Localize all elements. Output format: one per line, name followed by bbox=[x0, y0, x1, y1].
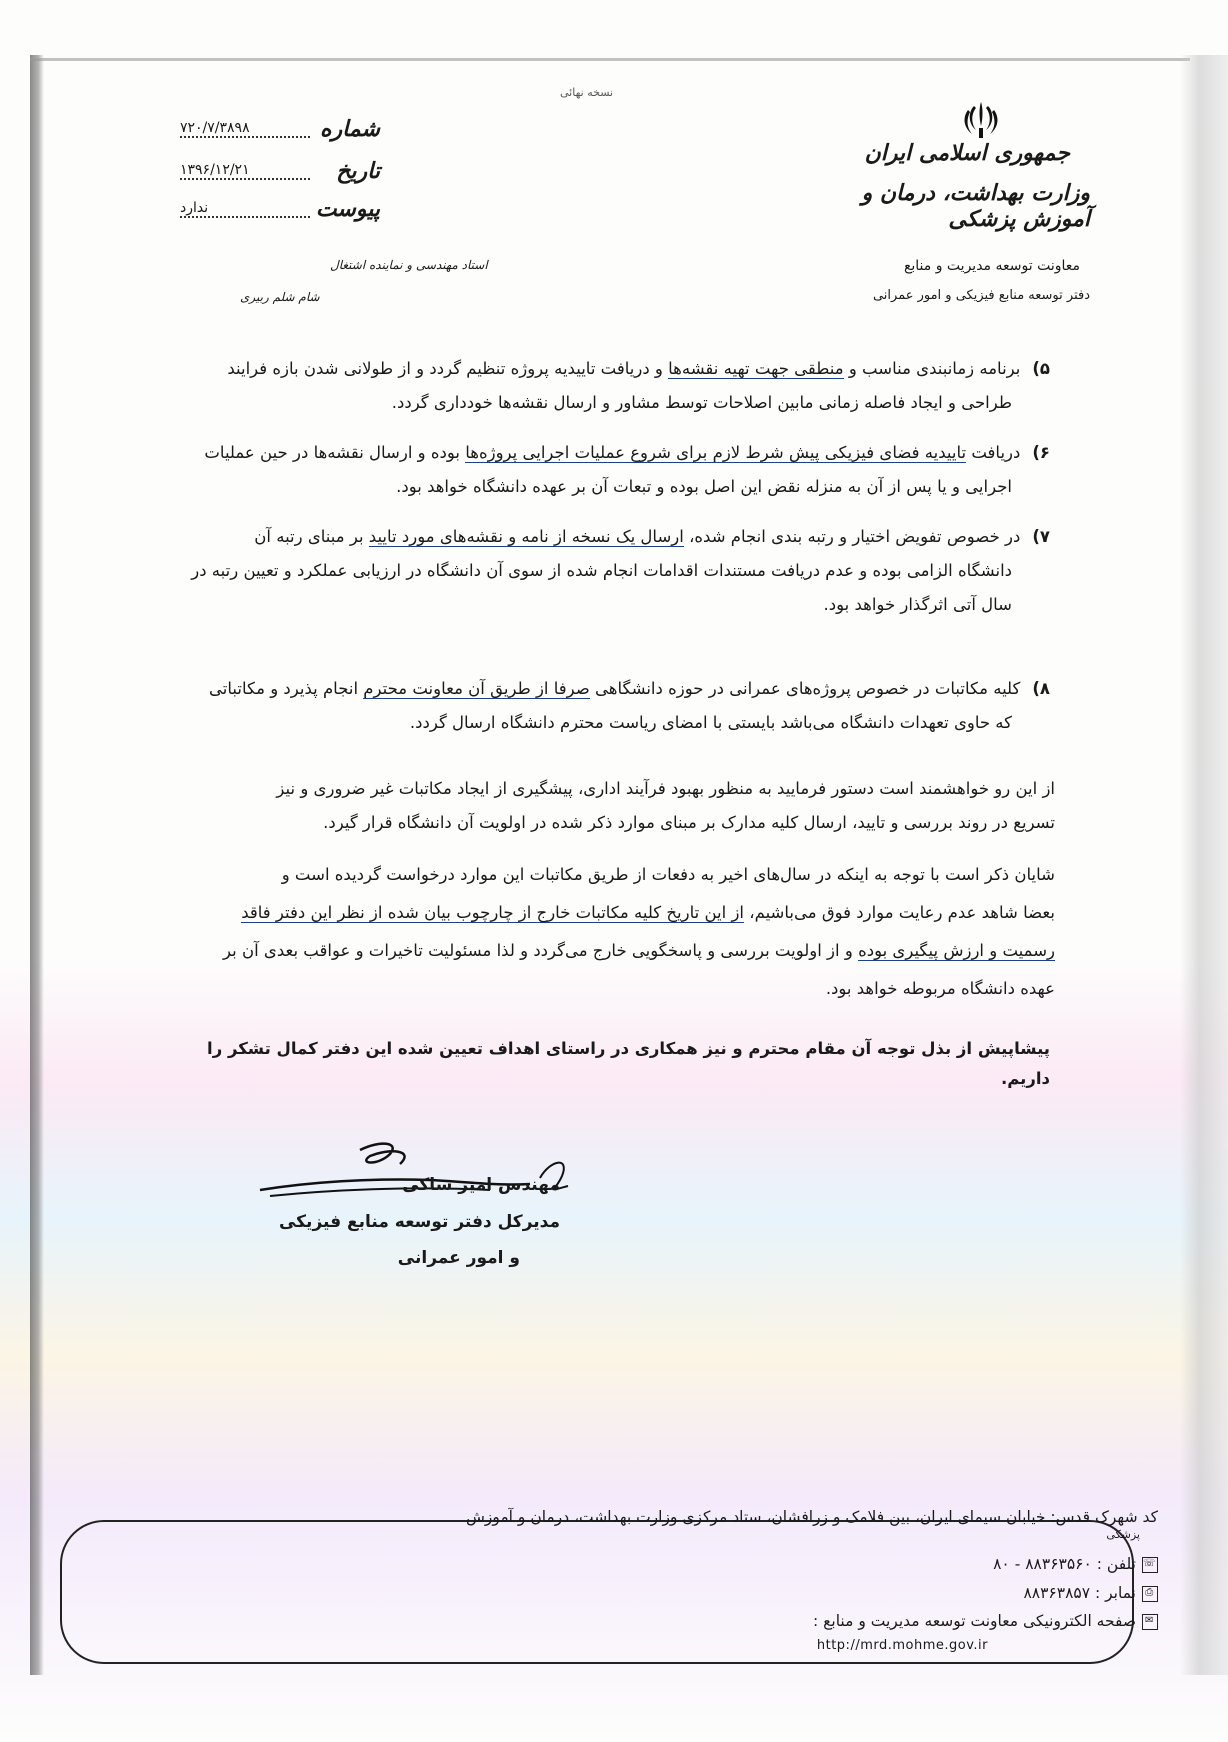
item-number: ۸) bbox=[1032, 679, 1050, 698]
handwritten-reference-1: استاد مهندسی و نماینده اشتغال bbox=[330, 258, 488, 272]
item-underlined-text: منطقی جهت تهیه نقشه‌ها bbox=[668, 359, 844, 378]
republic-heading: جمهوری اسلامی ایران bbox=[864, 140, 1070, 166]
envelope-icon: ✉ bbox=[1142, 1614, 1158, 1630]
office-heading: دفتر توسعه منابع فیزیکی و امور عمرانی bbox=[872, 288, 1090, 303]
deputy-heading: معاونت توسعه مدیریت و منابع bbox=[903, 258, 1080, 274]
attachment-label: پیوست bbox=[315, 196, 380, 222]
closing-thanks: پیشاپیش از بذل توجه آن مقام محترم و نیز همکاری در راستای اهداف تعیین شده این دفتر کمال تشکر را داریم. bbox=[207, 1039, 1050, 1088]
item-underlined-text: صرفا از طریق آن معاونت محترم bbox=[363, 679, 590, 698]
website-label: صفحه الکترونیکی معاونت توسعه مدیریت و منابع : bbox=[812, 1612, 1136, 1630]
paragraph-line: شایان ذکر است با توجه به اینکه در سال‌های اخیر به دفعات از طریق مکاتبات این موارد درخواست گردیده است و bbox=[281, 865, 1055, 884]
fax-label: نمابر : bbox=[1094, 1584, 1136, 1602]
paragraph-line: از این رو خواهشمند است دستور فرمایید به منظور بهبود فرآیند اداری، پیشگیری از ایجاد مکاتبات غیر ضروری و نیز bbox=[276, 779, 1055, 798]
item-8 bbox=[150, 672, 1050, 740]
footer-phone bbox=[993, 1555, 1158, 1573]
item-number: ۷) bbox=[1032, 527, 1050, 546]
phone-label: تلفن : bbox=[1096, 1555, 1136, 1573]
scan-edge-left bbox=[30, 55, 44, 1675]
date-label: تاریخ bbox=[336, 158, 380, 184]
letter-number-row bbox=[180, 116, 380, 142]
item-text: و دریافت تاییدیه پروژه تنظیم گردد و از طولانی شدن بازه فرایند bbox=[227, 359, 669, 378]
footer-address: کد شهرک قدس: خیابان سیمای ایران، بین فلامک و زرافشان، ستاد مرکزی وزارت بهداشت، درمان و آموزش bbox=[465, 1508, 1158, 1526]
footer-website bbox=[813, 1612, 1158, 1630]
handwritten-reference-2: شام شلم ربیری bbox=[240, 290, 320, 304]
item-text: انجام پذیرد و مکاتباتی bbox=[209, 679, 364, 698]
item-7 bbox=[150, 520, 1050, 622]
paragraph-notice bbox=[140, 856, 1055, 1008]
scan-edge-right bbox=[1180, 55, 1228, 1675]
item-text: اجرایی و یا پس از آن به منزله نقض این اصل بوده و تبعات آن بر عهده دانشگاه خواهد بود. bbox=[396, 477, 1012, 496]
paragraph-line: تسریع در روند بررسی و تایید، ارسال کلیه مدارک بر مبنای موارد ذکر شده در اولویت آن دانشگاه قرار گیرد. bbox=[323, 813, 1055, 832]
attachment-value: ندارد bbox=[180, 200, 209, 216]
letter-date-row bbox=[180, 158, 380, 184]
paragraph-request bbox=[140, 772, 1055, 840]
item-underlined-text: ارسال یک نسخه از نامه و نقشه‌های مورد تایید bbox=[368, 527, 684, 546]
item-text: بر مبنای رتبه آن bbox=[254, 527, 369, 546]
paragraph-text: بعضا شاهد عدم رعایت موارد فوق می‌باشیم، bbox=[744, 903, 1055, 922]
footer-address-cont: پزشکی bbox=[1106, 1528, 1140, 1541]
signer-title-cont: و امور عمرانی bbox=[397, 1248, 520, 1268]
item-text: سال آتی اثرگذار خواهد بود. bbox=[823, 595, 1012, 614]
number-label: شماره bbox=[319, 116, 380, 142]
item-6 bbox=[150, 436, 1050, 504]
fax-value: ۸۸۳۶۳۸۵۷ bbox=[1023, 1584, 1091, 1602]
item-text: کلیه مکاتبات در خصوص پروژه‌های عمرانی در حوزه دانشگاهی bbox=[589, 679, 1021, 698]
item-underlined-text: تاییدیه فضای فیزیکی پیش شرط لازم برای شروع عملیات اجرایی پروژه‌ها bbox=[465, 443, 967, 462]
security-label: نسخه نهائی bbox=[560, 86, 614, 99]
item-text: در خصوص تفویض اختیار و رتبه بندی انجام شده، bbox=[683, 527, 1021, 546]
item-text: بوده و ارسال نقشه‌ها در حین عملیات bbox=[204, 443, 466, 462]
item-number: ۶) bbox=[1032, 443, 1050, 462]
item-text: دریافت bbox=[966, 443, 1021, 462]
number-value: ۷۲۰/۷/۳۸۹۸ bbox=[180, 120, 250, 136]
phone-value: ۸۸۳۶۳۵۶۰ - ۸۰ bbox=[993, 1555, 1092, 1573]
item-text: دانشگاه الزامی بوده و عدم دریافت مستندات اقدامات انجام شده از سوی آن دانشگاه در ارزیابی عملکرد و تعیین رتبه در bbox=[191, 561, 1012, 580]
item-5 bbox=[150, 352, 1050, 420]
paragraph-line: عهده دانشگاه مربوطه خواهد بود. bbox=[825, 979, 1055, 998]
paragraph-underlined-text: از این تاریخ کلیه مکاتبات خارج از چارچوب بیان شده از نظر این دفتر فاقد bbox=[241, 903, 745, 922]
paragraph-text: و از اولویت بررسی و پاسخگویی خارج می‌گردد و لذا مسئولیت تاخیرات و عواقب بعدی آن بر bbox=[223, 941, 859, 960]
ministry-heading: وزارت بهداشت، درمان و آموزش پزشکی bbox=[861, 180, 1090, 232]
fax-icon: ⎙ bbox=[1142, 1586, 1158, 1602]
iran-emblem-icon bbox=[958, 98, 1004, 142]
footer-fax bbox=[1023, 1584, 1158, 1602]
scan-edge-top bbox=[30, 58, 1190, 61]
signer-name: مهندس امیر ساکی bbox=[402, 1175, 560, 1195]
website-url[interactable]: http://mrd.mohme.gov.ir bbox=[816, 1638, 988, 1653]
date-value: ۱۳۹۶/۱۲/۲۱ bbox=[180, 162, 250, 178]
item-text: که حاوی تعهدات دانشگاه می‌باشد بایستی با امضای ریاست محترم دانشگاه ارسال گردد. bbox=[409, 713, 1012, 732]
item-text: برنامه زمانبندی مناسب و bbox=[843, 359, 1021, 378]
phone-icon: ☏ bbox=[1142, 1557, 1158, 1573]
signer-title: مدیرکل دفتر توسعه منابع فیزیکی bbox=[278, 1212, 560, 1232]
item-text: طراحی و ایجاد فاصله زمانی مابین اصلاحات توسط مشاور و ارسال نقشه‌ها خودداری گردد. bbox=[391, 393, 1012, 412]
item-number: ۵) bbox=[1032, 359, 1050, 378]
paragraph-underlined-text: رسمیت و ارزش پیگیری بوده bbox=[858, 941, 1055, 960]
signature-block bbox=[250, 1120, 560, 1290]
letter-attachment-row bbox=[180, 196, 380, 222]
